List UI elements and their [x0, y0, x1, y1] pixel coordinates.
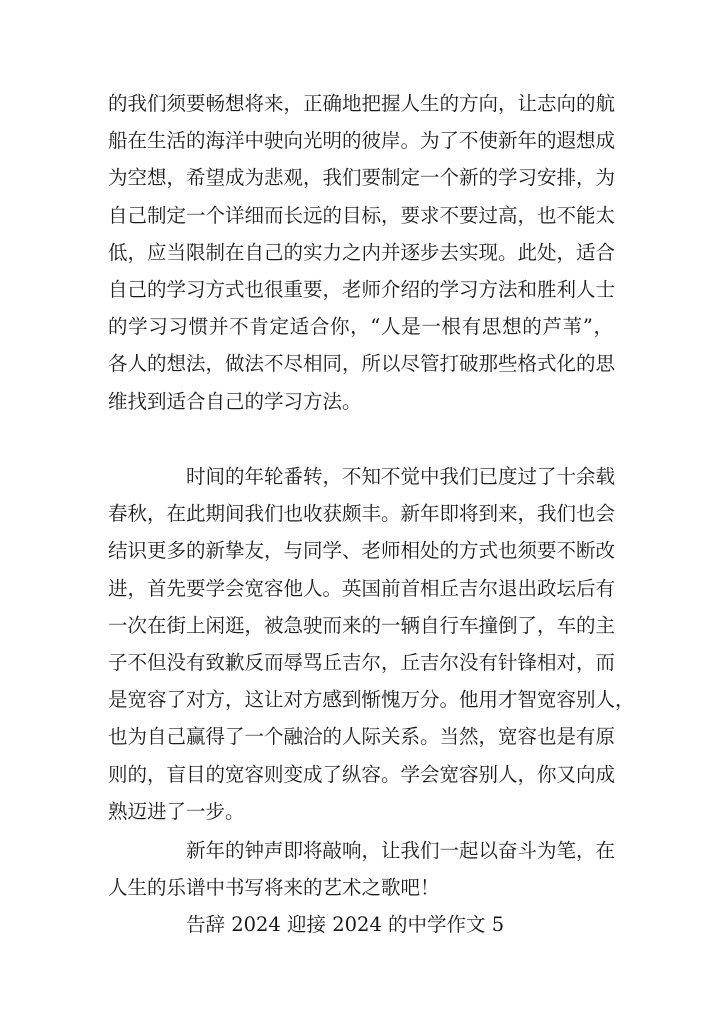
paragraph-line: 的学习习惯并不肯定适合你，“人是一根有思想的芦苇”， — [108, 315, 613, 339]
paragraph-line: 结识更多的新挚友，与同学、老师相处的方式也须要不断改 — [108, 539, 616, 563]
paragraph-line: 春秋，在此期间我们也收获颇丰。新年即将到来，我们也会 — [108, 502, 616, 526]
paragraph-line: 一次在街上闲逛，被急驶而来的一辆自行车撞倒了，车的主 — [108, 613, 616, 637]
paragraph-line: 进，首先要学会宽容他人。英国前首相丘吉尔退出政坛后有 — [108, 576, 616, 600]
paragraph-line: 各人的想法，做法不尽相同，所以尽管打破那些格式化的思 — [108, 352, 616, 376]
paragraph-line: 自己制定一个详细而长远的目标，要求不要过高，也不能太 — [108, 203, 616, 227]
paragraph-line: 自己的学习方式也很重要，老师介绍的学习方法和胜利人士 — [108, 277, 616, 301]
paragraph-line: 人生的乐谱中书写将来的艺术之歌吧！ — [108, 876, 440, 900]
paragraph-first-line: 时间的年轮番转，不知不觉中我们已度过了十余载 — [186, 465, 616, 488]
paragraph-line: 船在生活的海洋中驶向光明的彼岸。为了不使新年的遐想成 — [108, 129, 616, 153]
paragraph-1 — [108, 85, 616, 420]
section-heading-text: 告辞 2024 迎接 2024 的中学作文 5 — [186, 913, 505, 936]
paragraph-line: 的我们须要畅想将来，正确地把握人生的方向，让志向的航 — [108, 92, 616, 115]
paragraph-line: 维找到适合自己的学习方法。 — [108, 389, 362, 413]
paragraph-2 — [108, 458, 635, 830]
paragraph-first-line: 新年的钟声即将敲响，让我们一起以奋斗为笔，在 — [186, 839, 616, 862]
paragraph-line: 熟迈进了一步。 — [108, 799, 245, 823]
paragraph-line: 是宽容了对方，这让对方感到惭愧万分。他用才智宽容别人， — [108, 688, 635, 712]
paragraph-line: 为空想，希望成为悲观，我们要制定一个新的学习安排，为 — [108, 166, 616, 190]
next-section-heading — [108, 906, 613, 943]
paragraph-3 — [108, 832, 616, 906]
paragraph-line: 则的，盲目的宽容则变成了纵容。学会宽容别人，你又向成 — [108, 762, 616, 786]
paragraph-line: 低，应当限制在自己的实力之内并逐步去实现。此处，适合 — [108, 240, 616, 264]
paragraph-line: 也为自己赢得了一个融洽的人际关系。当然，宽容也是有原 — [108, 725, 616, 749]
paragraph-line: 子不但没有致歉反而辱骂丘吉尔，丘吉尔没有针锋相对，而 — [108, 650, 616, 674]
